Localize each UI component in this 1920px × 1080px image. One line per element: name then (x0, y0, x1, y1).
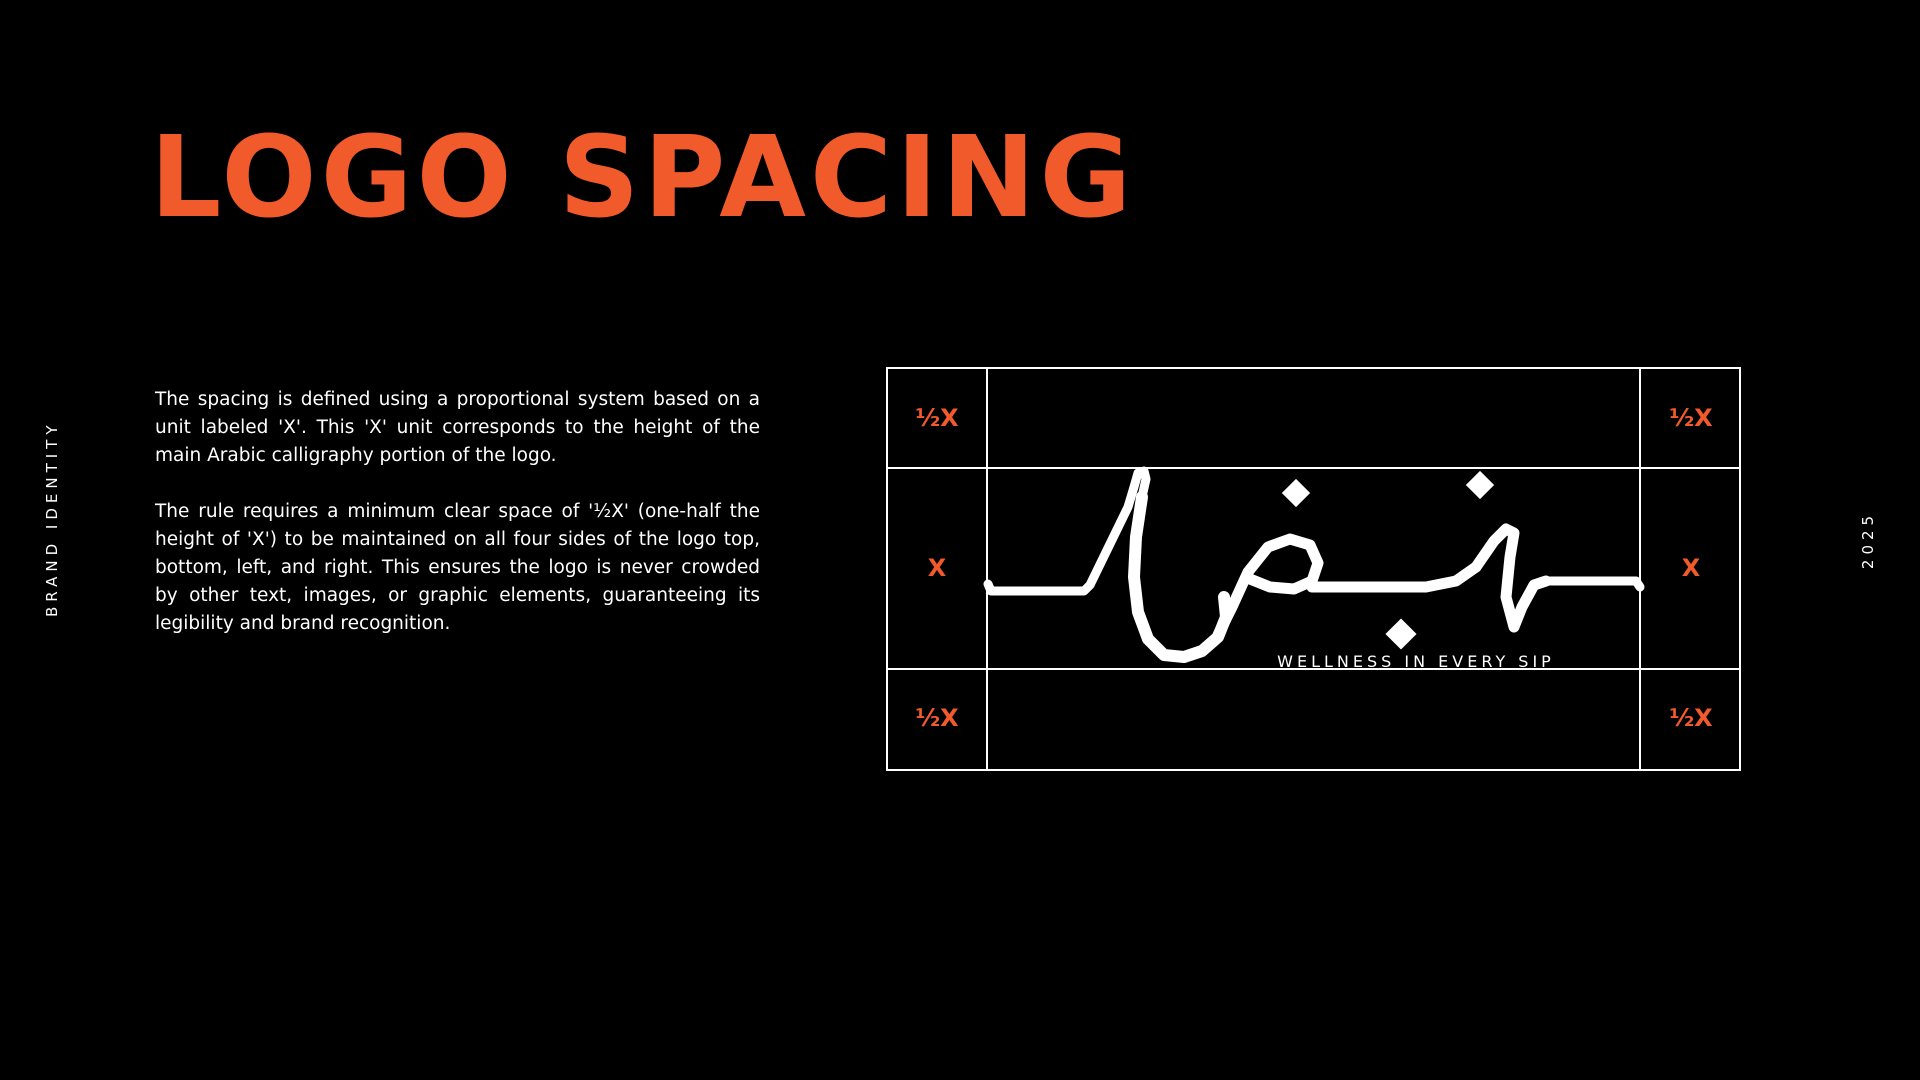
logo-dot-2 (1466, 471, 1494, 499)
logo-spacing-diagram (886, 367, 1741, 771)
description (155, 386, 760, 666)
logo-tagline: WELLNESS IN EVERY SIP (1277, 652, 1555, 671)
half-x-label-top-right: ½X (1669, 404, 1713, 432)
grid-line-bottom (886, 769, 1741, 771)
page-title: LOGO SPACING (150, 113, 1136, 243)
x-label-left: X (927, 554, 947, 582)
logo-connector (1312, 567, 1476, 587)
description-paragraph-2: The rule requires a minimum clear space of '½X' (one-half the height of 'X') to be maintained on all four sides of the logo top, bottom, left, and right. This ensures the logo is never crowded by other text, images, or graphic elements, guaranteeing its legibility and brand recognition. (155, 501, 760, 634)
description-paragraph-1: The spacing is defined using a proportional system based on a unit labeled 'X'. This 'X' unit corresponds to the height of the main Arabic calligraphy portion of the logo. (155, 389, 760, 466)
year-label: 2025 (1859, 510, 1877, 570)
logo-wordmark (986, 467, 1641, 667)
logo-right-stroke (1476, 529, 1546, 627)
brand-identity-label: BRAND IDENTITY (43, 420, 61, 617)
logo-dot-1 (1282, 479, 1310, 507)
half-x-label-top-left: ½X (915, 404, 959, 432)
logo-dot-3 (1385, 618, 1416, 649)
logo-loop (1218, 539, 1318, 635)
logo-baseline-left (988, 471, 1146, 591)
logo-baseline-right (1546, 581, 1640, 587)
logo-bowl (1134, 497, 1226, 657)
half-x-label-bottom-left: ½X (915, 704, 959, 732)
half-x-label-bottom-right: ½X (1669, 704, 1713, 732)
x-label-right: X (1681, 554, 1701, 582)
grid-line-top (886, 367, 1741, 369)
